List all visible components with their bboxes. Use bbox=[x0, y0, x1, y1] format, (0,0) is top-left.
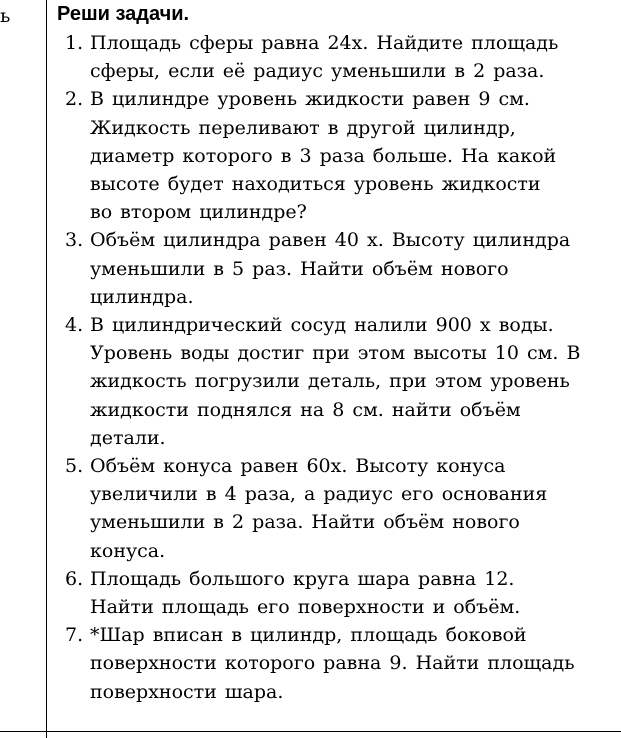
task-number: 3. bbox=[65, 229, 84, 252]
table-column-divider bbox=[46, 0, 47, 738]
task-item bbox=[57, 621, 617, 706]
task-line: жидкости поднялся на 8 см. найти объём bbox=[90, 398, 521, 421]
task-line: В цилиндрический сосуд налили 900 х воды. bbox=[90, 314, 554, 337]
task-list bbox=[57, 29, 617, 706]
task-number: 1. bbox=[65, 32, 84, 54]
task-item bbox=[57, 29, 617, 85]
task-item bbox=[57, 311, 617, 452]
task-line: *Шар вписан в цилиндр, площадь боковой bbox=[90, 624, 527, 647]
task-line: Площадь большого круга шара равна 12. bbox=[90, 567, 515, 590]
table-row-divider bbox=[0, 731, 621, 732]
task-item bbox=[57, 226, 617, 311]
task-line: Жидкость переливают в другой цилиндр, bbox=[90, 116, 516, 139]
task-line: во втором цилиндре? bbox=[90, 201, 307, 224]
task-line: Найти площадь его поверхности и объём. bbox=[90, 596, 521, 619]
task-line: увеличили в 4 раза, а радиус его основания bbox=[90, 483, 548, 506]
task-heading: Реши задачи. bbox=[57, 3, 190, 25]
task-number: 4. bbox=[65, 314, 84, 337]
task-line: высоте будет находиться уровень жидкости bbox=[90, 173, 541, 196]
task-line: уменьшили в 2 раза. Найти объём нового bbox=[90, 511, 520, 534]
left-column-text-fragment: ь bbox=[0, 5, 11, 27]
task-line: диаметр которого в 3 раза больше. На какой bbox=[90, 144, 557, 167]
task-line: поверхности которого равна 9. Найти площадь bbox=[90, 652, 575, 675]
task-line: Объём цилиндра равен 40 х. Высоту цилиндра bbox=[90, 229, 571, 252]
task-item bbox=[57, 452, 617, 565]
task-line: сферы, если её радиус уменьшили в 2 раза. bbox=[90, 60, 545, 83]
task-item bbox=[57, 565, 617, 621]
task-line: Объём конуса равен 60х. Высоту конуса bbox=[90, 455, 506, 478]
task-line: цилиндра. bbox=[90, 285, 194, 308]
task-line: В цилиндре уровень жидкости равен 9 см. bbox=[90, 88, 530, 111]
task-number: 7. bbox=[65, 624, 84, 647]
task-number: 2. bbox=[65, 88, 84, 111]
task-line: конуса. bbox=[90, 539, 166, 562]
task-number: 5. bbox=[65, 455, 84, 478]
task-cell bbox=[57, 1, 617, 706]
task-line: Площадь сферы равна 24х. Найдите площадь bbox=[90, 32, 559, 54]
task-line: поверхности шара. bbox=[90, 680, 284, 703]
task-line: Уровень воды достиг при этом высоты 10 см. В bbox=[90, 342, 581, 365]
task-line: уменьшили в 5 раз. Найти объём нового bbox=[90, 257, 509, 280]
task-line: жидкость погрузили деталь, при этом уровень bbox=[90, 370, 570, 393]
task-item bbox=[57, 85, 617, 226]
task-line: детали. bbox=[90, 426, 166, 449]
task-number: 6. bbox=[65, 567, 84, 590]
